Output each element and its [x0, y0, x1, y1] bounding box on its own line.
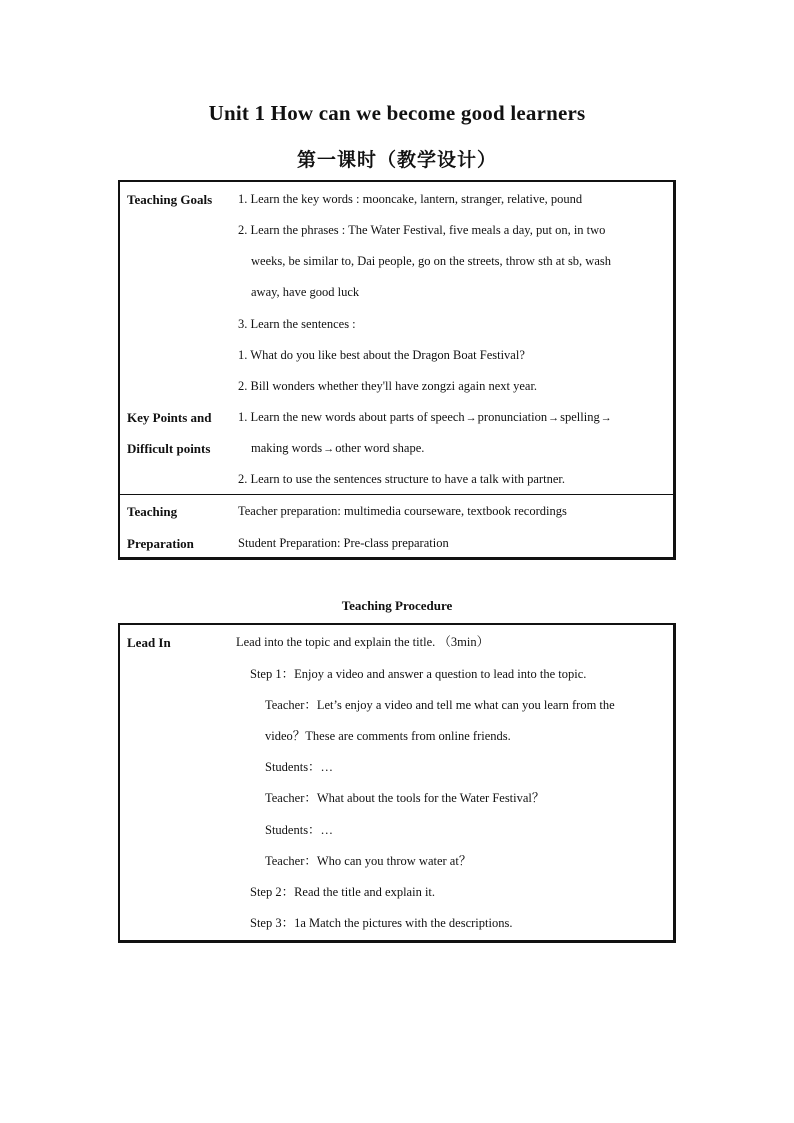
- teaching-prep-label: Teaching: [127, 504, 178, 519]
- procedure-dialogue: Students：…: [265, 823, 334, 837]
- procedure-dialogue: Teacher：Let’s enjoy a video and tell me what can you learn from the: [265, 698, 615, 712]
- difficult-points-label: Difficult points: [127, 441, 211, 456]
- key-points-line: 2. Learn to use the sentences structure to have a talk with partner.: [238, 472, 565, 486]
- goals-line: weeks, be similar to, Dai people, go on the streets, throw sth at sb, wash: [251, 254, 611, 268]
- key-points-text: 1. Learn the new words about parts of speech: [238, 410, 465, 424]
- student-preparation: Student Preparation: Pre-class preparation: [238, 536, 449, 550]
- preparation-label: Preparation: [127, 536, 194, 551]
- key-points-text: spelling: [560, 410, 600, 424]
- teaching-goals-label: Teaching Goals: [127, 192, 213, 207]
- goals-line: 1. Learn the key words : mooncake, lantern, stranger, relative, pound: [238, 192, 583, 206]
- goals-line: 2. Bill wonders whether they'll have zongzi again next year.: [238, 379, 538, 393]
- procedure-dialogue: Teacher：What about the tools for the Water Festival？: [265, 791, 545, 805]
- key-points-label: Key Points and: [127, 410, 212, 425]
- procedure-line: Lead into the topic and explain the title. （3min）: [236, 635, 490, 649]
- goals-line: 3. Learn the sentences :: [238, 317, 356, 331]
- teacher-preparation: Teacher preparation: multimedia courseware, textbook recordings: [238, 504, 567, 518]
- goals-line: away, have good luck: [251, 285, 360, 299]
- key-points-text: other word shape.: [335, 441, 425, 455]
- procedure-step: Step 3：1a Match the pictures with the descriptions.: [250, 916, 513, 930]
- document-subtitle: 第一课时（教学设计）: [296, 150, 497, 171]
- arrow-icon: →: [323, 443, 335, 455]
- arrow-icon: →: [600, 412, 612, 424]
- lead-in-label: Lead In: [127, 635, 171, 650]
- arrow-icon: →: [465, 412, 477, 424]
- key-points-line: [251, 433, 424, 465]
- document-title: Unit 1 How can we become good learners: [208, 101, 586, 125]
- key-points-text: pronunciation: [477, 410, 548, 424]
- arrow-icon: →: [548, 412, 560, 424]
- procedure-step: Step 1：Enjoy a video and answer a question to lead into the topic.: [250, 667, 587, 681]
- teaching-goals-table: [118, 180, 676, 560]
- procedure-table: [118, 623, 676, 943]
- goals-line: 2. Learn the phrases : The Water Festival, five meals a day, put on, in two: [238, 223, 606, 237]
- procedure-step: Step 2：Read the title and explain it.: [250, 885, 436, 899]
- procedure-dialogue: Teacher：Who can you throw water at？: [265, 854, 472, 868]
- key-points-line: [238, 402, 613, 434]
- table-divider: [120, 494, 673, 495]
- procedure-dialogue: video？These are comments from online friends.: [265, 729, 511, 743]
- key-points-text: making words: [251, 441, 323, 455]
- procedure-dialogue: Students：…: [265, 760, 334, 774]
- goals-line: 1. What do you like best about the Dragon Boat Festival?: [238, 348, 525, 362]
- procedure-heading: Teaching Procedure: [341, 598, 453, 613]
